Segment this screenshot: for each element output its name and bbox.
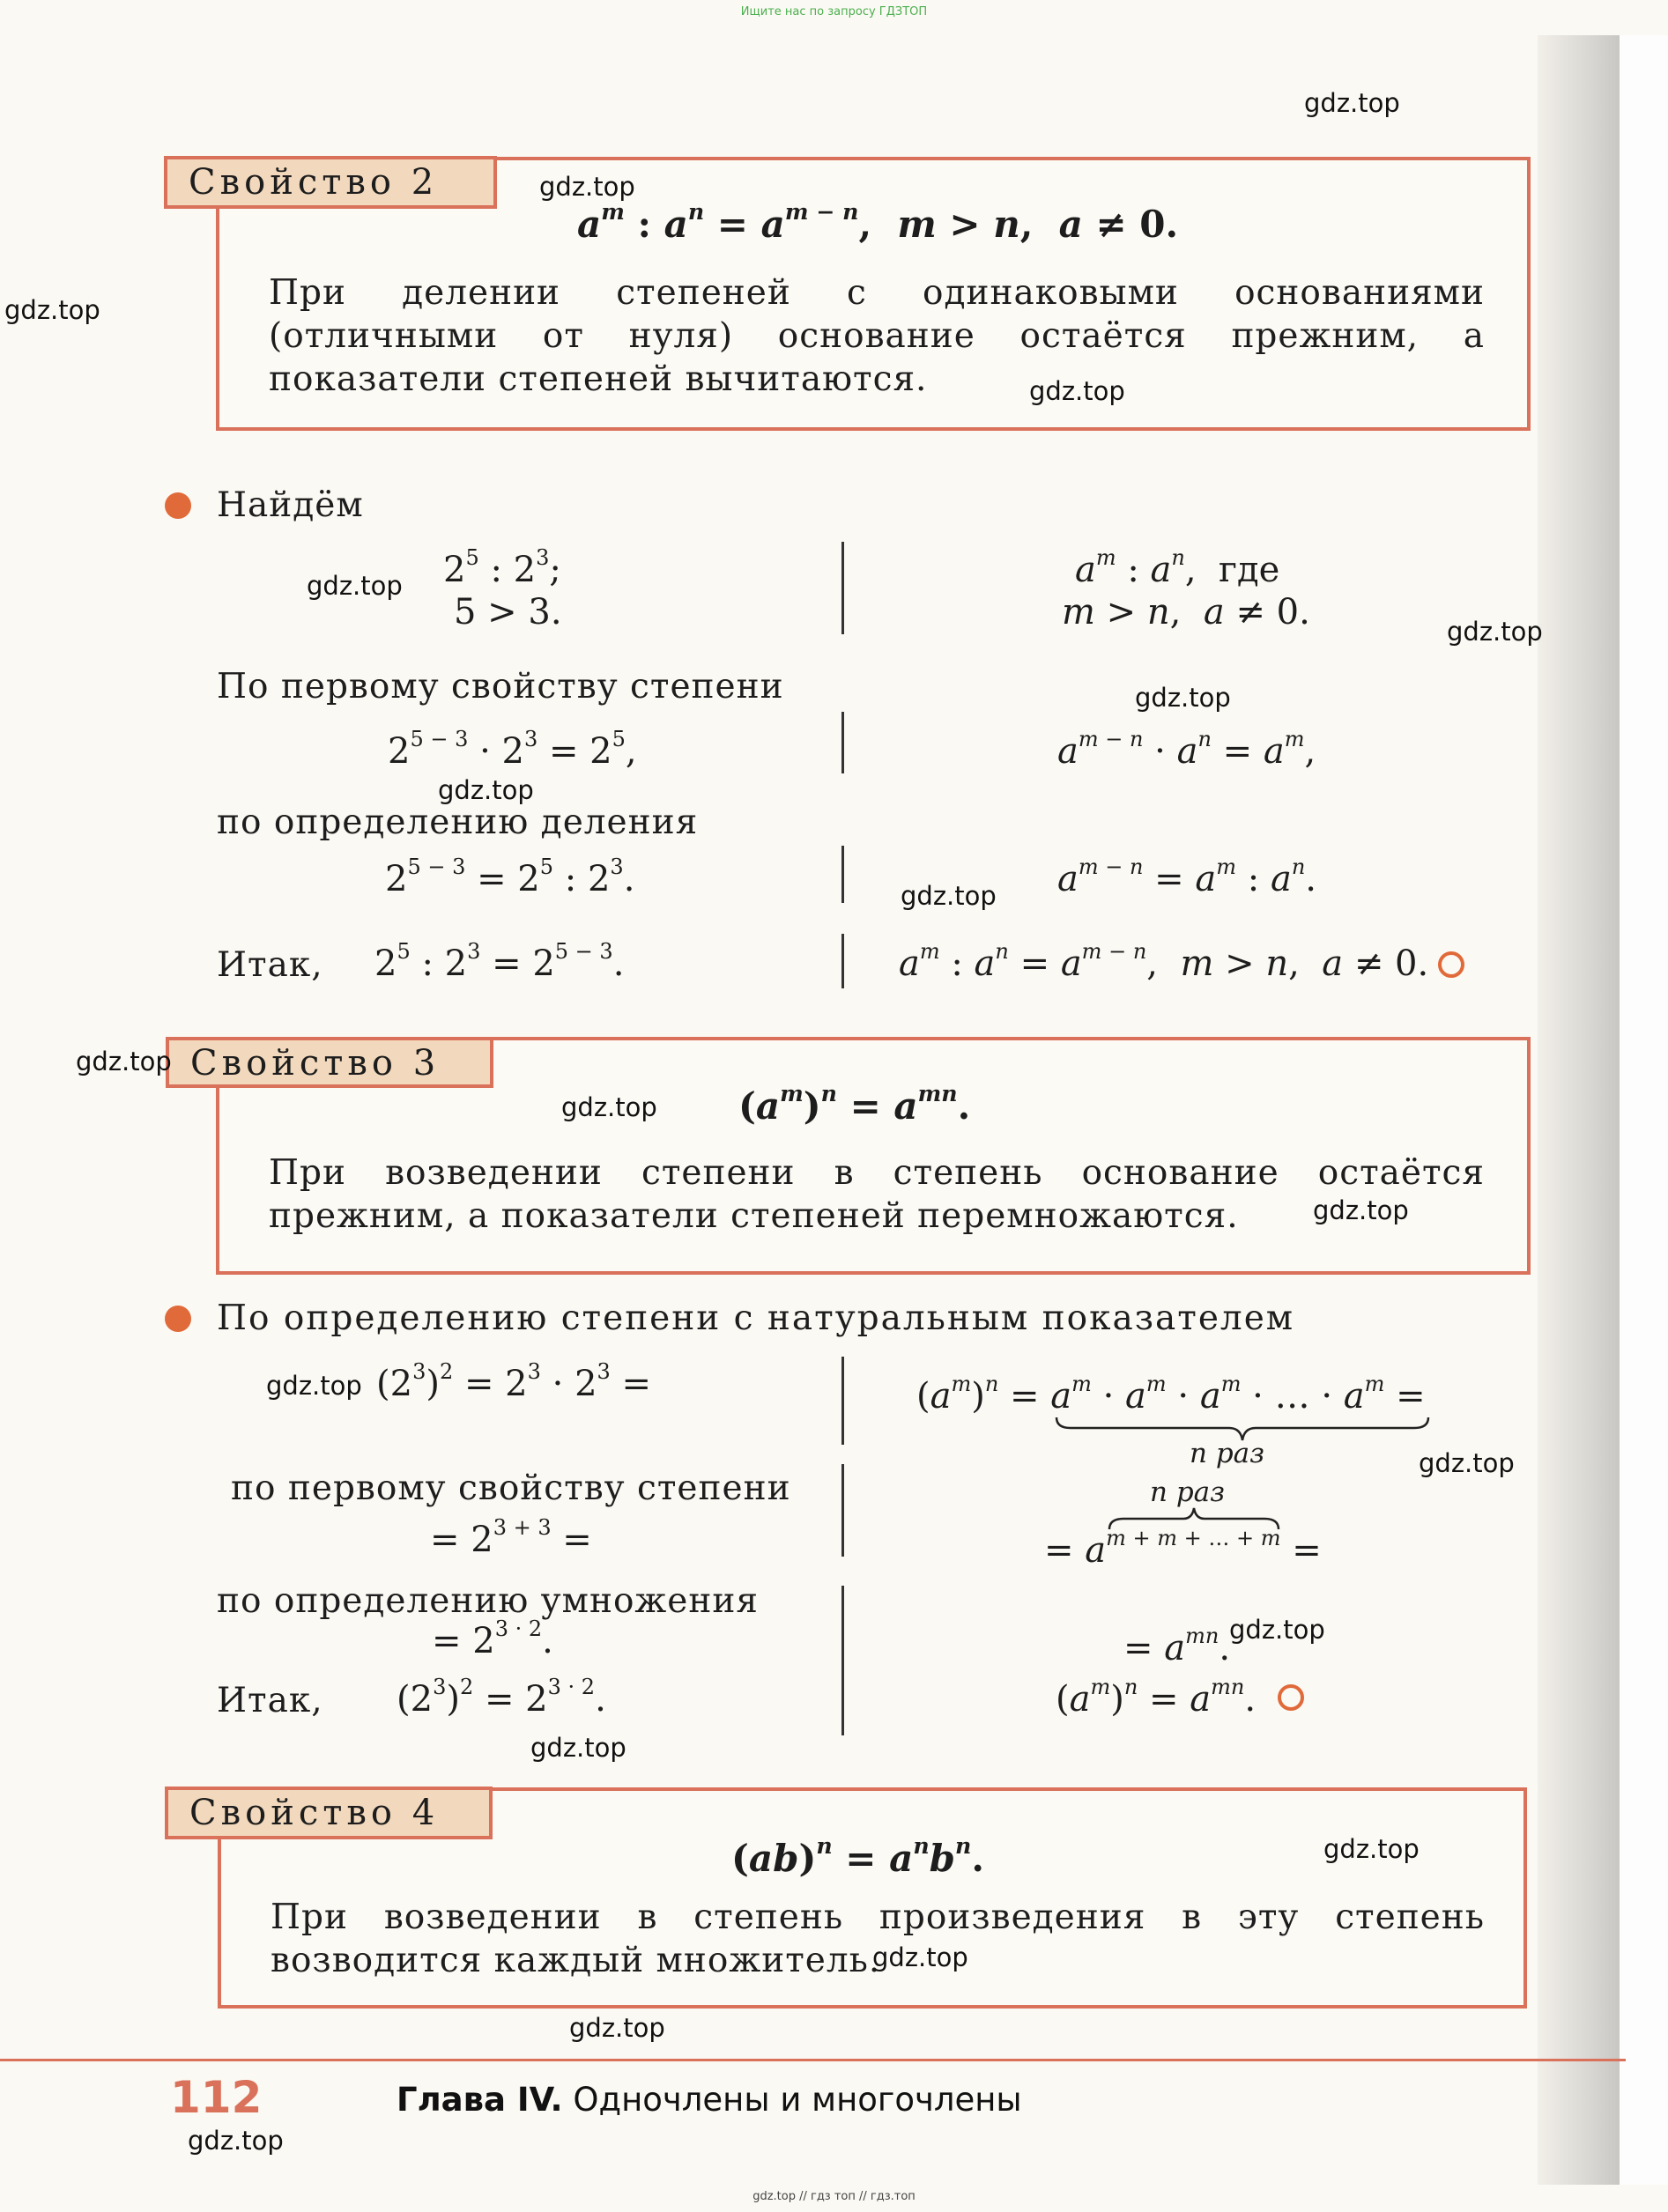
footer-rule [0, 2059, 1626, 2061]
property-2-text: При делении степеней с одинаковыми основаниями (отличными от нуля) основание остаётся прежним, а показатели степеней вычитаются. [269, 273, 1485, 399]
divider-8 [841, 1674, 844, 1735]
watermark-link[interactable]: gdz.top [438, 775, 534, 805]
chapter-title: Глава IV. Одночлены и многочлены [397, 2081, 1022, 2119]
find-step1-right: $a^{m - n} \cdot a^n = a^m$, [1057, 726, 1316, 772]
find-left-2: 5 > 3. [454, 592, 562, 633]
bullet-marker [165, 1306, 191, 1332]
def-itak: Итак, [217, 1681, 323, 1720]
watermark-link[interactable]: gdz.top [1029, 376, 1125, 406]
find-right-2: m > n, a ≠ 0. [1062, 592, 1310, 633]
def-left-2: = $2^{3 + 3}$ = [430, 1514, 592, 1560]
find-step1-left: $2^{5 - 3} \cdot 2^3 = 2^5$, [388, 726, 637, 772]
property-3-tab: Свойство 3 [166, 1037, 493, 1088]
def-step1-text: по первому свойству степени [231, 1469, 791, 1508]
watermark-link[interactable]: gdz.top [569, 2013, 665, 2043]
watermark-link[interactable]: gdz.top [1419, 1448, 1515, 1478]
n-times-label: n раз [1150, 1476, 1226, 1508]
find-result-left: $2^5$ : $2^3 = 2^{5 - 3}$. [374, 938, 625, 984]
watermark-link[interactable]: gdz.top [872, 1942, 968, 1972]
bullet-marker [165, 492, 191, 519]
watermark-link[interactable]: gdz.top [76, 1047, 172, 1076]
watermark-link[interactable]: gdz.top [539, 172, 635, 202]
property-2-tab: Свойство 2 [164, 156, 497, 209]
property-3-formula: $(a^m)^n = a^{mn}$. [738, 1079, 971, 1128]
section-heading-find: Найдём [217, 485, 364, 525]
n-times-label: n раз [1190, 1438, 1265, 1469]
watermark-link[interactable]: gdz.top [1229, 1615, 1325, 1645]
def-right-3: = $a^{mn}$. [1123, 1623, 1231, 1668]
divider-3 [841, 846, 844, 903]
property-4-text: При возведении в степень произведения в эту степень возводится каждый множитель. [271, 1898, 1485, 1980]
watermark-link[interactable]: gdz.top [530, 1733, 626, 1763]
find-step2-right: $a^{m - n} = a^m$ : $a^n$. [1057, 854, 1316, 899]
find-step2-text: по определению деления [217, 803, 699, 842]
divider-1 [841, 542, 844, 634]
property-3-text: При возведении степени в степень основание остаётся прежним, а показатели степеней перемножаются. [269, 1153, 1485, 1236]
divider-2 [841, 712, 844, 773]
watermark-link[interactable]: gdz.top [1135, 683, 1231, 713]
find-step1-text: По первому свойству степени [217, 667, 784, 707]
find-left-1: $2^5$ : $2^3$; [443, 544, 561, 590]
def-right-1: $(a^m)^n = a^m \cdot a^m \cdot a^m$ · … · $a^m$ = [916, 1371, 1426, 1417]
find-result-right: $a^m$ : $a^n = a^{m - n}$, m > n, a ≠ 0. [899, 938, 1429, 984]
watermark-link[interactable]: gdz.top [1304, 88, 1400, 118]
find-step2-left: $2^{5 - 3} = 2^5$ : $2^3$. [385, 854, 635, 899]
watermark-link[interactable]: gdz.top [307, 571, 403, 601]
find-right-1: $a^m$ : $a^n$, где [1075, 544, 1280, 590]
property-4-formula: $(ab)^n = a^nb^n$. [731, 1831, 984, 1880]
def-result-right: $(a^m)^n = a^{mn}$. [1056, 1674, 1257, 1720]
divider-5 [841, 1357, 844, 1445]
watermark-link[interactable]: gdz.top [561, 1092, 657, 1122]
watermark-link[interactable]: gdz.top [1313, 1195, 1409, 1225]
def-right-2: = $a^{m + m + \dots + m}$ = [1044, 1525, 1322, 1571]
property-2-formula: $a^m$ : $a^n = a^{m - n}$, m > n, a ≠ 0. [577, 197, 1179, 246]
def-step2-text: по определению умножения [217, 1581, 759, 1621]
watermark-link[interactable]: gdz.top [188, 2126, 284, 2156]
top-watermark-link[interactable]: Ищите нас по запросу ГДЗТОП [740, 5, 928, 18]
def-left-1: $(2^3)^2 = 2^3 \cdot 2^3$ = [376, 1358, 652, 1404]
watermark-link[interactable]: gdz.top [1323, 1834, 1420, 1864]
watermark-link[interactable]: gdz.top [901, 881, 997, 911]
divider-4 [841, 934, 844, 988]
def-left-3: = $2^{3 \cdot 2}$. [432, 1616, 553, 1661]
page-number: 112 [170, 2072, 263, 2123]
find-itak: Итак, [217, 945, 323, 985]
divider-7 [841, 1586, 844, 1674]
def-result-left: $(2^3)^2 = 2^{3 \cdot 2}$. [397, 1674, 606, 1720]
divider-6 [841, 1464, 844, 1557]
watermark-link[interactable]: gdz.top [4, 295, 100, 325]
end-of-proof-marker [1278, 1684, 1304, 1711]
section-heading-definition: По определению степени с натуральным показателем [217, 1298, 1295, 1338]
property-4-tab: Свойство 4 [165, 1787, 493, 1839]
watermark-link[interactable]: gdz.top [1447, 617, 1543, 647]
bottom-watermark-links[interactable]: gdz.top // гдз топ // гдз.топ [752, 2190, 916, 2203]
page-edge-margin [1620, 35, 1668, 2185]
watermark-link[interactable]: gdz.top [266, 1371, 362, 1401]
end-of-proof-marker [1438, 951, 1464, 978]
